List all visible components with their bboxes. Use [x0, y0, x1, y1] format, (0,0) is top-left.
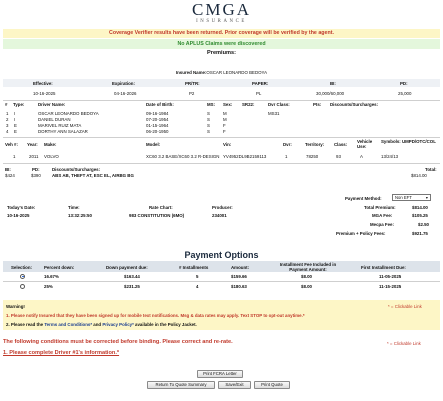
sum-producer: 234001 [212, 213, 227, 218]
conditions-title: The following conditions must be corrected before binding. Please correct and re-rate. [3, 339, 233, 345]
logo-brand: CMGA [191, 0, 251, 19]
divider [3, 137, 440, 138]
pd-value: 25,000 [398, 91, 412, 96]
veh-col-vin: Vin: [223, 142, 232, 147]
paper-value: PL [256, 91, 262, 96]
drv-type: E [14, 123, 17, 128]
po-col-fee: Installment Fee Included in Payment Amount: [279, 261, 337, 272]
drv-dob: 07-20-1954 [146, 117, 169, 122]
payment-option-row[interactable] [3, 282, 440, 291]
effective-value: 10-16-2025 [33, 91, 56, 96]
sum-col-producer: Producer: [212, 205, 233, 210]
drv-dob: 09-16-1984 [146, 111, 169, 116]
drv-col-ms: MS: [207, 102, 216, 107]
drv-dob: 06-20-1950 [146, 129, 169, 134]
po-col-percent: Percent down: [44, 264, 75, 270]
drv-dob: 01-15-1964 [146, 123, 169, 128]
col-pd: PD: [400, 81, 408, 86]
mecpa-fee-label: Mecpa Fee: [370, 222, 394, 227]
drv-col-type: Type: [13, 102, 25, 107]
veh-territory: 78250 [306, 154, 319, 159]
po-fee: $8.00 [301, 274, 312, 279]
cov-total-label: Total: [425, 167, 437, 172]
veh-symbols: 13/24/13 [381, 154, 399, 159]
cov-bi-value: $424 [5, 173, 15, 178]
sum-col-time: Time: [68, 205, 80, 210]
veh-col-model: Model: [146, 142, 161, 147]
po-col-first-due: First Installment Due: [361, 264, 406, 270]
veh-col-symbols: Symbols: UMPD/OTC/COL [381, 139, 436, 144]
drv-col-sr22: SR22: [242, 102, 255, 107]
drv-col-sex: Sex: [223, 102, 233, 107]
veh-col-class: Class: [334, 142, 348, 147]
drv-type: I [14, 117, 16, 122]
cov-discounts-value: ABS AB, THEFT AT, ESC EL, AIRBG BG [52, 173, 134, 178]
mecpa-fee-value: $2.50 [418, 222, 429, 227]
drv-type: E [14, 129, 17, 134]
no-claims-banner: No APLUS Claims were discovered [3, 39, 440, 49]
drv-sex: M [223, 117, 227, 122]
drv-ms: S [207, 111, 210, 116]
veh-use: A [360, 154, 363, 159]
warning-terms-line [6, 322, 197, 327]
col-expiration: Expiration: [112, 81, 135, 86]
veh-num: 1 [13, 154, 16, 159]
drv-type: I [14, 111, 16, 116]
drv-num: 4 [6, 129, 9, 134]
col-effective: Effective: [33, 81, 53, 86]
po-amount: $159.66 [231, 274, 247, 279]
col-bi: BI: [330, 81, 336, 86]
po-fee: $8.00 [301, 284, 312, 289]
po-down: $231.25 [124, 284, 140, 289]
warning-box [3, 300, 440, 330]
drv-col-class: Dvr Class: [268, 102, 290, 107]
bi-value: 30,000/60,000 [316, 91, 345, 96]
payment-option-radio[interactable] [20, 274, 25, 279]
payment-options-header [3, 261, 440, 272]
warning-text-notifications[interactable]: 1. Please notify Insured that they have been signed up for mobile text notifications. Msg & data rates may apply. Text STOP to opt-out anytime.* [6, 313, 305, 318]
po-down: $163.44 [124, 274, 140, 279]
terms-and-conditions-link[interactable]: Terms and Conditions* [44, 322, 93, 327]
veh-col-use: Vehicle Use: [357, 139, 373, 149]
payment-method-select[interactable] [392, 194, 431, 201]
prtr-value: P2 [189, 91, 195, 96]
drv-name: MARIVEL RUIZ MATA [38, 123, 82, 128]
cov-pd-value: $390 [31, 173, 41, 178]
policy-header-bg [3, 79, 440, 87]
divider [3, 163, 440, 164]
chevron-down-icon: ▾ [425, 195, 428, 200]
sum-col-date: Today's Date: [7, 205, 36, 210]
drv-col-discounts: Discounts/Surcharges: [330, 102, 379, 107]
drv-ms: S [207, 117, 210, 122]
po-col-amount: Amount: [231, 264, 250, 270]
cov-total-value: $814.00 [411, 173, 427, 178]
mga-fee-label: MGA Fee: [372, 213, 393, 218]
total-premium-value: $814.00 [412, 205, 428, 210]
drv-ms: S [207, 129, 210, 134]
privacy-policy-link[interactable]: Privacy Policy* [102, 322, 134, 327]
drv-sex: F [223, 123, 226, 128]
coverage-verifier-banner: Coverage Verifier results have been returned. Prior coverage will be verified by the agent. [3, 29, 440, 38]
drv-class: MS31 [268, 111, 280, 116]
po-percent: 25% [44, 284, 53, 289]
warning-terms-pre: 2. Please read the [6, 322, 45, 327]
payment-option-radio[interactable] [20, 284, 25, 289]
drv-name: OSCAR LEONARDO BEDOYA [38, 111, 99, 116]
veh-col-num: Veh #: [5, 142, 18, 147]
veh-model: XC60 3.2 BASE/XC60 3.2 R-DESIGN [146, 154, 220, 159]
return-to-quote-summary-button[interactable]: Return To Quote Summary [147, 381, 215, 389]
veh-dvr: 1 [285, 154, 288, 159]
drv-col-dob: Date of Birth: [146, 102, 174, 107]
col-paper: PAPER: [252, 81, 269, 86]
print-quote-button[interactable]: Print Quote [254, 381, 290, 389]
total-premium-label: Total Premium: [364, 205, 396, 210]
save-exit-button[interactable]: Save/Exit [218, 381, 251, 389]
expiration-value: 04-16-2026 [114, 91, 137, 96]
drv-num: 2 [6, 117, 9, 122]
conditions-clickable-note: * = Clickable Link [387, 341, 421, 346]
drv-num: 1 [6, 111, 9, 116]
po-installments: 4 [196, 284, 199, 289]
insured-value: OSCAR LEONARDO BEDOYA [206, 70, 268, 75]
drv-num: 3 [6, 123, 9, 128]
insured-name [0, 70, 443, 75]
col-prtr: PR/TR: [185, 81, 200, 86]
insured-label: Insured Name: [175, 70, 207, 75]
payment-method-label: Payment Method: [345, 196, 382, 201]
po-first-due: 11-15-2025 [379, 284, 402, 289]
payment-options-title: Payment Options [184, 250, 259, 260]
clickable-link-note: * = Clickable Link [388, 304, 422, 309]
veh-col-make: Make: [44, 142, 57, 147]
drv-name: DORTHY ANN SALAZAR [38, 129, 88, 134]
warning-terms-mid: and [92, 322, 103, 327]
complete-driver-info-link[interactable]: 1. Please complete Driver #1's information.* [3, 350, 120, 356]
sum-date: 10-16-2025 [7, 213, 30, 218]
cov-col-bi: BI: [5, 167, 11, 172]
drv-sex: M [223, 111, 227, 116]
sum-col-ratechart: Rate Chart: [149, 205, 173, 210]
veh-make: VOLVO [44, 154, 59, 159]
warning-terms-post: available in the Policy Jacket. [133, 322, 197, 327]
drv-name: DANIEL DURAN [38, 117, 71, 122]
print-fcra-letter-button[interactable]: Print FCRA Letter [197, 370, 243, 378]
veh-class: 93 [336, 154, 341, 159]
po-col-down: Down payment due: [106, 264, 148, 270]
po-col-installments: # Installments [179, 264, 209, 270]
po-percent: 16.67% [44, 274, 59, 279]
po-first-due: 11-05-2025 [379, 274, 402, 279]
divider [3, 100, 440, 101]
premiums-title: Premiums: [207, 50, 236, 56]
drv-ms: S [207, 123, 210, 128]
sum-time: 13:32:25:50 [68, 213, 92, 218]
warning-title: Warning! [6, 304, 25, 309]
veh-col-dvr: Dvr: [283, 142, 292, 147]
veh-year: 2011 [29, 154, 39, 159]
cov-col-pd: PD: [32, 167, 40, 172]
po-amount: $180.63 [231, 284, 247, 289]
cov-col-discounts: Discounts/Surcharges: [52, 167, 101, 172]
premium-policy-fees-label: Premium + Policy Fees: [336, 231, 386, 236]
drv-sex: F [223, 129, 226, 134]
premium-policy-fees-value: $921.75 [412, 231, 428, 236]
mga-fee-value: $105.25 [412, 213, 428, 218]
drv-col-num: # [5, 102, 8, 107]
company-logo [0, 0, 443, 27]
payment-method-value: Non EFT [395, 195, 412, 200]
po-installments: 5 [196, 274, 199, 279]
po-col-selection: Selection: [11, 264, 32, 270]
veh-col-year: Year: [27, 142, 38, 147]
veh-vin: YV4952DL9B2159113 [223, 154, 267, 159]
logo-subtitle: INSURANCE [196, 19, 247, 24]
drv-col-name: Driver Name: [38, 102, 66, 107]
drv-col-pts: Pts: [313, 102, 322, 107]
sum-ratechart: 983 CONSTITUTION (6MO) [129, 213, 185, 218]
payment-option-row[interactable] [3, 272, 440, 281]
veh-col-territory: Territory: [305, 142, 325, 147]
